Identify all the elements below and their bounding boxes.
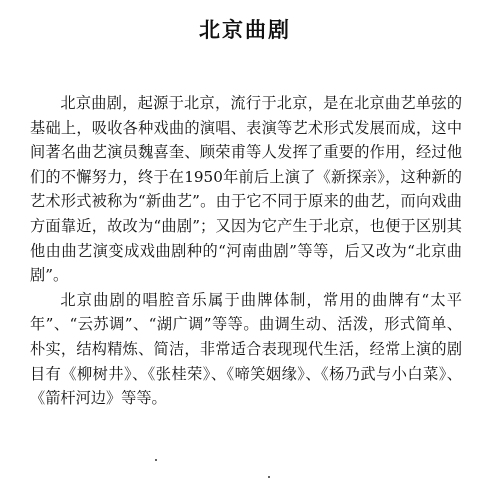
document-body <box>30 91 462 411</box>
paragraph-origin: 北京曲剧，起源于北京，流行于北京，是在北京曲艺单弦的基础上，吸收各种戏曲的演唱、表演等艺术形式发展而成，这中间著名曲艺演员魏喜奎、顾荣甫等人发挥了重要的作用，经过他们的不懈努力，终于在1950年前后上演了《新探亲》，这种新的艺术形式被称为“新曲艺”。由于它不同于原来的曲艺，而向戏曲方面靠近，故改为“曲剧”；又因为它产生于北京，也便于区别其他由曲艺演变成戏曲剧种的“河南曲剧”等等，后又改为“北京曲剧”。 <box>30 94 462 285</box>
page-title: 北京曲剧 <box>199 18 291 42</box>
paragraph-music: 北京曲剧的唱腔音乐属于曲牌体制，常用的曲牌有“太平年”、“云苏调”、“湖广调”等等。曲调生动、活泼，形式简单、朴实，结构精炼、简洁，非常适合表现现代生活，经常上演的剧目有《柳树井》、《张桂荣》、《啼笑姻缘》、《杨乃武与小白菜》、《箭杆河边》等等。 <box>30 290 462 408</box>
scan-speck <box>268 476 270 478</box>
scan-speck <box>155 459 157 461</box>
